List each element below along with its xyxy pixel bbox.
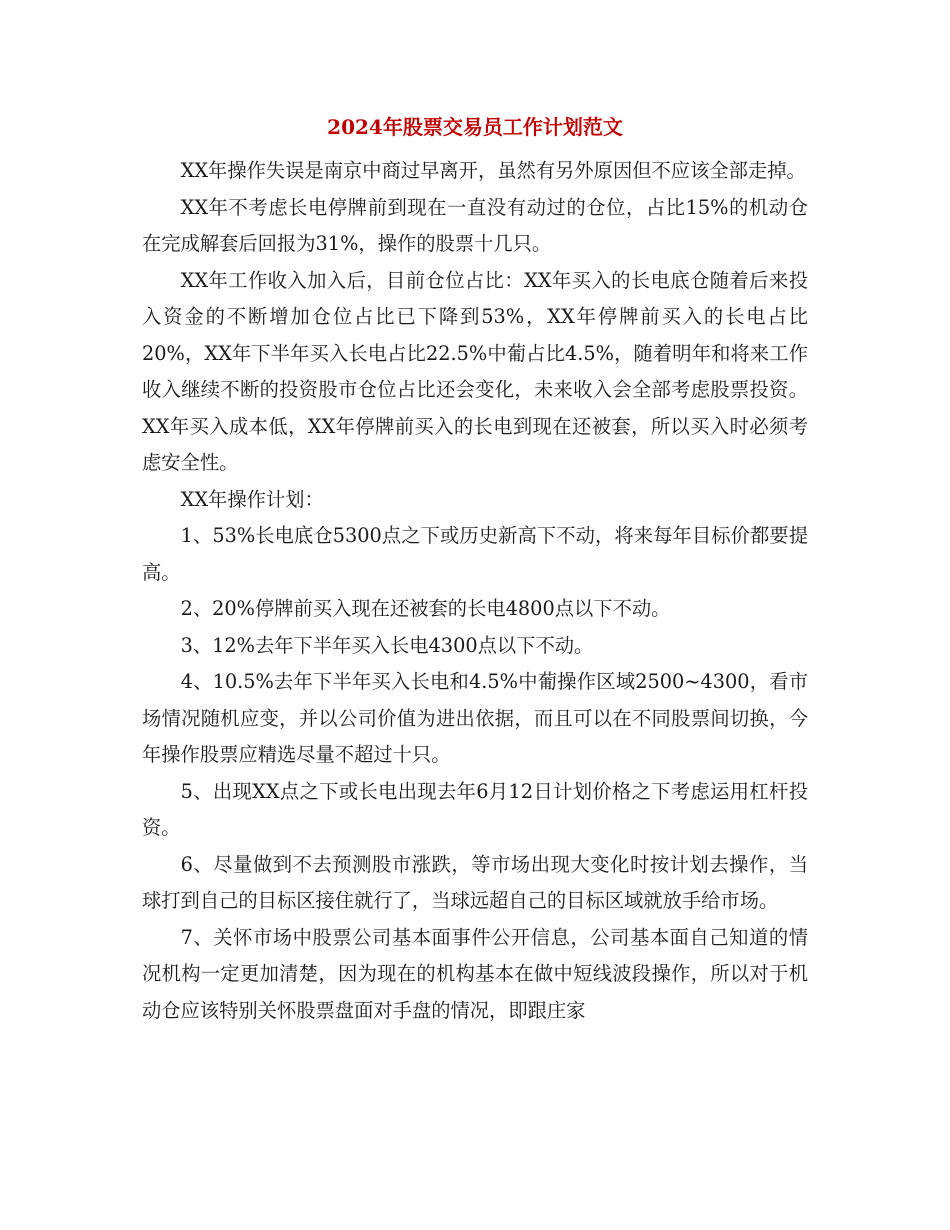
list-item: 3、12%去年下半年买入长电4300点以下不动。 <box>180 633 594 657</box>
paragraph: XX年操作失误是南京中商过早离开，虽然有另外原因但不应该全部走掉。 <box>180 159 806 182</box>
document-body <box>142 153 808 1029</box>
list-item: 4、10.5%去年下半年买入长电和4.5%中葡操作区域2500~4300，看市场情况随机应变，并以公司价值为进出依据，而且可以在不同股票间切换，今年操作股票应精选尽量不超过十只。 <box>142 670 808 766</box>
list-item: 2、20%停牌前买入现在还被套的长电4800点以下不动。 <box>180 597 671 620</box>
list-item: 1、53%长电底仓5300点之下或历史新高下不动，将来每年目标价都要提高。 <box>142 524 808 584</box>
list-item: 6、尽量做到不去预测股市涨跌，等市场出现大变化时按计划去操作，当球打到自己的目标区接住就行了，当球远超自己的目标区域就放手给市场。 <box>142 852 808 912</box>
paragraph: XX年工作收入加入后，目前仓位占比：XX年买入的长电底仓随着后来投入资金的不断增加仓位占比已下降到53%，XX年停牌前买入的长电占比20%，XX年下半年买入长电占比22.5%中葡占比4.5%，随着明年和将来工作收入继续不断的投资股市仓位占比还会变化，未来收入会全部考虑股票投资。XX年买入成本低，XX年停牌前买入的长电到现在还被套，所以买入时必须考虑安全性。 <box>142 268 808 474</box>
paragraph: XX年操作计划： <box>180 487 324 511</box>
paragraph: XX年不考虑长电停牌前到现在一直没有动过的仓位，占比15%的机动仓在完成解套后回报为31%，操作的股票十几只。 <box>142 195 808 255</box>
list-item: 7、关怀市场中股票公司基本面事件公开信息，公司基本面自己知道的情况机构一定更加清楚，因为现在的机构基本在做中短线波段操作，所以对于机动仓应该特别关怀股票盘面对手盘的情况，即跟庄家 <box>142 925 808 1022</box>
document-title: 2024年股票交易员工作计划范文 <box>327 115 623 139</box>
list-item: 5、出现XX点之下或长电出现去年6月12日计划价格之下考虑运用杠杆投资。 <box>142 779 808 839</box>
